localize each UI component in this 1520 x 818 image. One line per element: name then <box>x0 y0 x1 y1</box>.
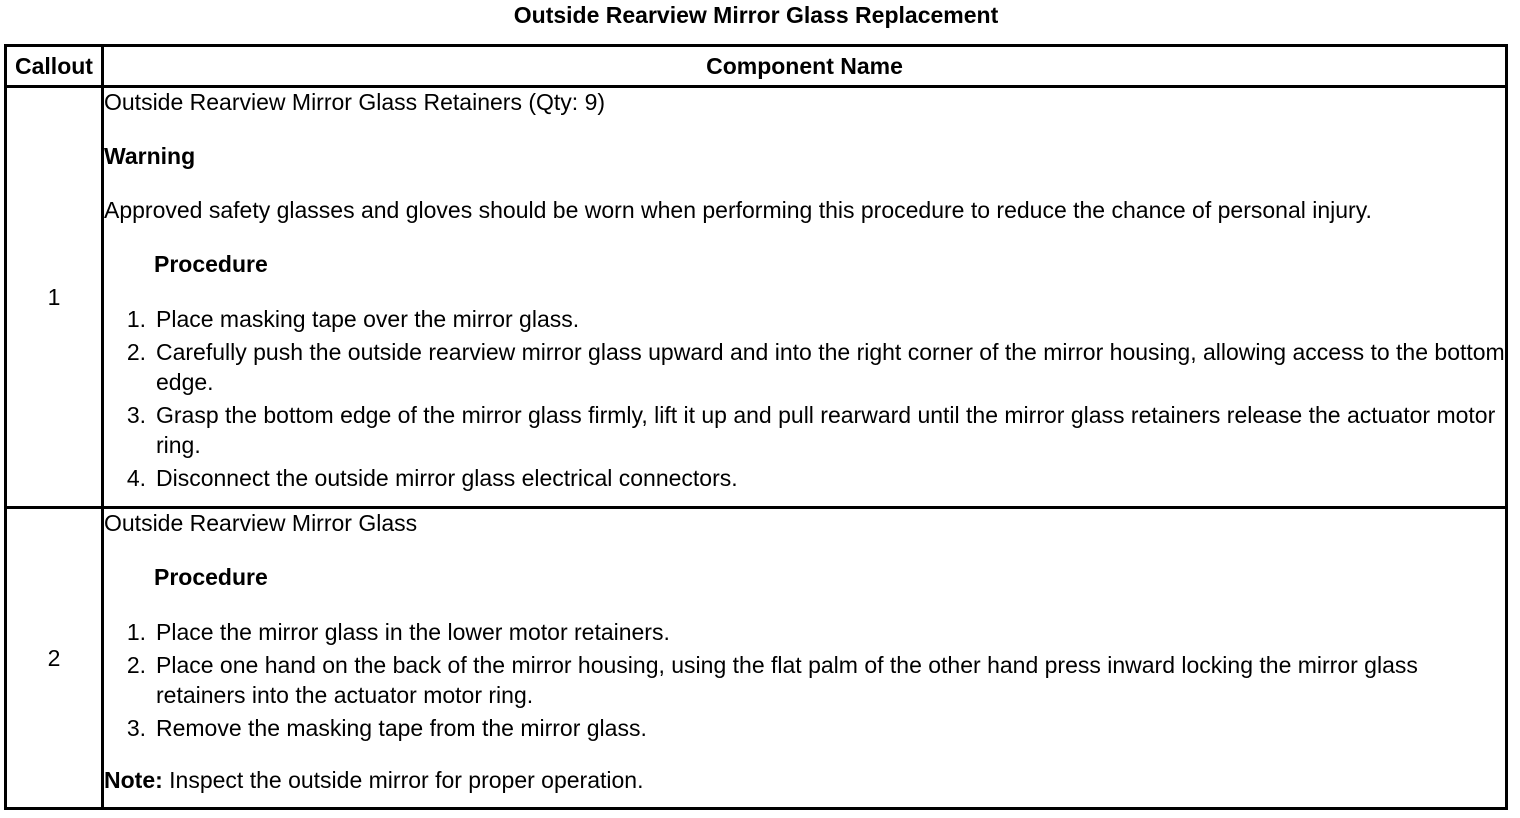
step-number: 3. <box>126 715 146 741</box>
step-number: 1. <box>126 619 146 645</box>
procedure-step <box>104 304 1505 334</box>
step-number: 2. <box>126 652 146 678</box>
note-text: Inspect the outside mirror for proper operation. <box>162 767 644 793</box>
table-row <box>6 508 1507 809</box>
procedure-steps <box>104 617 1505 743</box>
step-number: 1. <box>126 306 146 332</box>
component-table <box>4 44 1508 810</box>
step-text: Carefully push the outside rearview mirror glass upward and into the right corner of the mirror housing, allowing access to the bottom edge. <box>156 339 1505 395</box>
note <box>104 766 1505 795</box>
warning-heading: Warning <box>104 143 196 169</box>
procedure-step <box>104 713 1505 743</box>
procedure-step <box>104 650 1505 710</box>
step-text: Place one hand on the back of the mirror housing, using the flat palm of the other hand press inward locking the mirror glass retainers into the actuator motor ring. <box>156 652 1418 708</box>
step-text: Grasp the bottom edge of the mirror glass firmly, lift it up and pull rearward until the mirror glass retainers release the actuator motor ring. <box>156 402 1496 458</box>
table-row <box>6 87 1507 508</box>
procedure-heading: Procedure <box>154 564 268 590</box>
component-details <box>103 87 1507 508</box>
procedure-step <box>104 337 1505 397</box>
procedure-steps <box>104 304 1505 493</box>
step-text: Place masking tape over the mirror glass. <box>156 306 580 332</box>
step-text: Place the mirror glass in the lower motor retainers. <box>156 619 670 645</box>
step-number: 2. <box>126 339 146 365</box>
step-number: 4. <box>126 465 146 491</box>
callout-number: 1 <box>6 87 103 508</box>
procedure-step <box>104 617 1505 647</box>
step-number: 3. <box>126 402 146 428</box>
component-name: Outside Rearview Mirror Glass <box>104 510 418 536</box>
component-name-column-header: Component Name <box>103 46 1507 87</box>
procedure-heading: Procedure <box>154 251 268 277</box>
step-text: Remove the masking tape from the mirror glass. <box>156 715 647 741</box>
procedure-step <box>104 400 1505 460</box>
procedure-step <box>104 463 1505 493</box>
component-details <box>103 508 1507 809</box>
step-text: Disconnect the outside mirror glass electrical connectors. <box>156 465 738 491</box>
note-label: Note: <box>104 767 163 793</box>
page-title: Outside Rearview Mirror Glass Replacement <box>513 2 999 28</box>
callout-column-header: Callout <box>6 46 103 87</box>
table-header-row <box>6 46 1507 87</box>
component-name: Outside Rearview Mirror Glass Retainers (Qty: 9) <box>104 89 606 115</box>
warning-text: Approved safety glasses and gloves should be worn when performing this procedure to reduce the chance of personal injury. <box>104 197 1372 223</box>
callout-number: 2 <box>6 508 103 809</box>
